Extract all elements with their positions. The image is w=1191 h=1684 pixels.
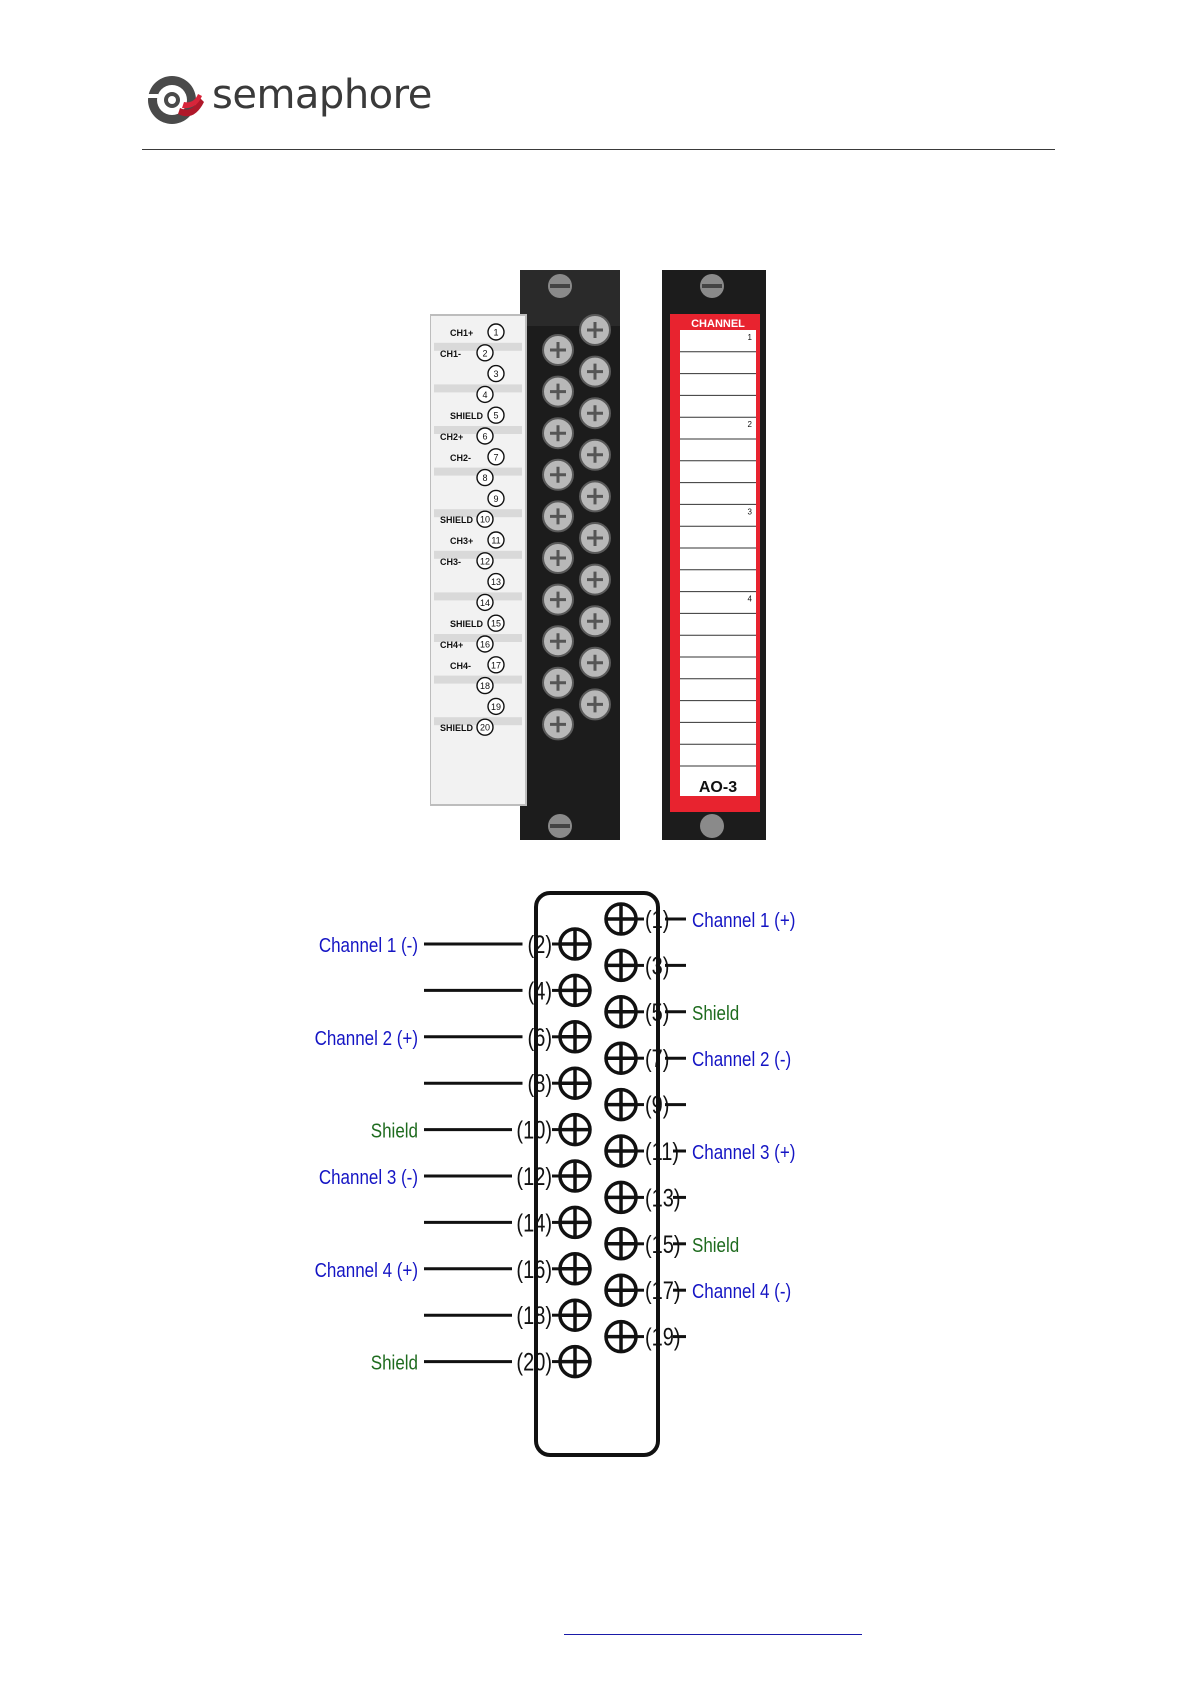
strip-terminal-number: 16 <box>479 639 491 650</box>
strip-terminal-number: 8 <box>482 473 488 484</box>
strip-label: SHIELD <box>440 515 474 526</box>
pin-number: (7) <box>645 1045 670 1073</box>
pin-label: Channel 3 (+) <box>692 1140 796 1164</box>
strip-terminal-number: 13 <box>490 577 502 588</box>
strip-label: CH3- <box>440 556 462 567</box>
strip-terminal-number: 14 <box>479 597 491 608</box>
strip-label: CH2- <box>450 452 472 463</box>
pin-label: Channel 4 (+) <box>314 1258 418 1282</box>
strip-terminal-number: 12 <box>479 556 491 567</box>
pin-number: (6) <box>527 1023 552 1052</box>
header-divider <box>142 149 1055 150</box>
terminal-block-photo <box>430 270 770 840</box>
channel-card-header: CHANNEL <box>691 318 745 330</box>
pin-number: (18) <box>516 1302 552 1330</box>
pin-number: (10) <box>516 1116 552 1145</box>
pin-number: (14) <box>516 1209 552 1237</box>
pin-number: (3) <box>645 952 670 980</box>
strip-terminal-number: 4 <box>482 389 488 400</box>
strip-terminal-number: 19 <box>490 701 502 712</box>
pin-label: Shield <box>370 1119 418 1142</box>
brand-wordmark: semaphore <box>212 72 432 118</box>
strip-terminal-number: 7 <box>493 452 499 463</box>
strip-terminal-number: 11 <box>491 535 501 546</box>
footer-link-underline[interactable] <box>564 1634 862 1635</box>
terminal-block-outline <box>536 893 658 1455</box>
strip-terminal-number: 17 <box>490 660 502 671</box>
pin-label: Shield <box>692 1001 740 1025</box>
strip-label: CH4+ <box>440 640 464 650</box>
strip-terminal-number: 3 <box>493 369 499 380</box>
card-channel-mark: 3 <box>747 507 752 517</box>
strip-terminal-number: 15 <box>490 618 502 629</box>
strip-terminal-number: 2 <box>482 348 488 359</box>
pin-label: Channel 2 (-) <box>692 1047 792 1071</box>
pin-label: Channel 4 (-) <box>692 1279 792 1303</box>
pin-number: (20) <box>516 1348 552 1377</box>
strip-label: CH1+ <box>450 328 474 338</box>
pin-number: (1) <box>645 905 670 934</box>
pin-label: Channel 3 (-) <box>318 1165 418 1189</box>
pin-number: (13) <box>645 1184 681 1212</box>
pin-number: (8) <box>527 1070 552 1098</box>
strip-terminal-number: 20 <box>479 722 491 733</box>
page-header <box>140 64 1060 154</box>
pin-label: Channel 1 (+) <box>692 908 796 932</box>
pin-number: (15) <box>645 1230 681 1259</box>
strip-label: SHIELD <box>450 411 484 422</box>
card-model-label: AO-3 <box>698 779 738 796</box>
pin-number: (5) <box>645 998 670 1027</box>
pin-number: (11) <box>645 1137 680 1166</box>
pin-number: (9) <box>645 1091 670 1120</box>
pin-label: Shield <box>370 1351 418 1374</box>
pin-label: Shield <box>692 1233 740 1257</box>
card-channel-mark: 2 <box>747 420 752 430</box>
strip-terminal-number: 5 <box>493 410 499 421</box>
strip-terminal-number: 9 <box>493 493 499 504</box>
strip-terminal-number: 1 <box>493 327 499 338</box>
pin-number: (4) <box>527 977 552 1005</box>
mount-screw-icon <box>700 814 724 838</box>
pin-number: (19) <box>645 1323 681 1352</box>
semaphore-logo-icon <box>144 68 208 132</box>
pin-label: Channel 2 (+) <box>314 1026 418 1050</box>
strip-label: SHIELD <box>450 619 484 630</box>
strip-label: CH2+ <box>440 432 464 442</box>
card-channel-mark: 4 <box>747 594 752 604</box>
pin-label: Channel 1 (-) <box>318 933 418 957</box>
pin-number: (17) <box>645 1277 681 1305</box>
strip-label: CH1- <box>440 348 462 359</box>
card-channel-mark: 1 <box>747 333 752 342</box>
strip-label: CH4- <box>450 660 472 671</box>
pin-number: (2) <box>527 930 552 959</box>
pin-number: (12) <box>516 1162 552 1191</box>
strip-terminal-number: 18 <box>479 681 491 692</box>
pin-number: (16) <box>516 1255 552 1284</box>
strip-terminal-number: 6 <box>482 431 488 442</box>
strip-label: SHIELD <box>440 723 474 734</box>
terminal-wiring-diagram <box>300 885 900 1465</box>
strip-label: CH3+ <box>450 536 474 546</box>
strip-terminal-number: 10 <box>479 514 491 525</box>
